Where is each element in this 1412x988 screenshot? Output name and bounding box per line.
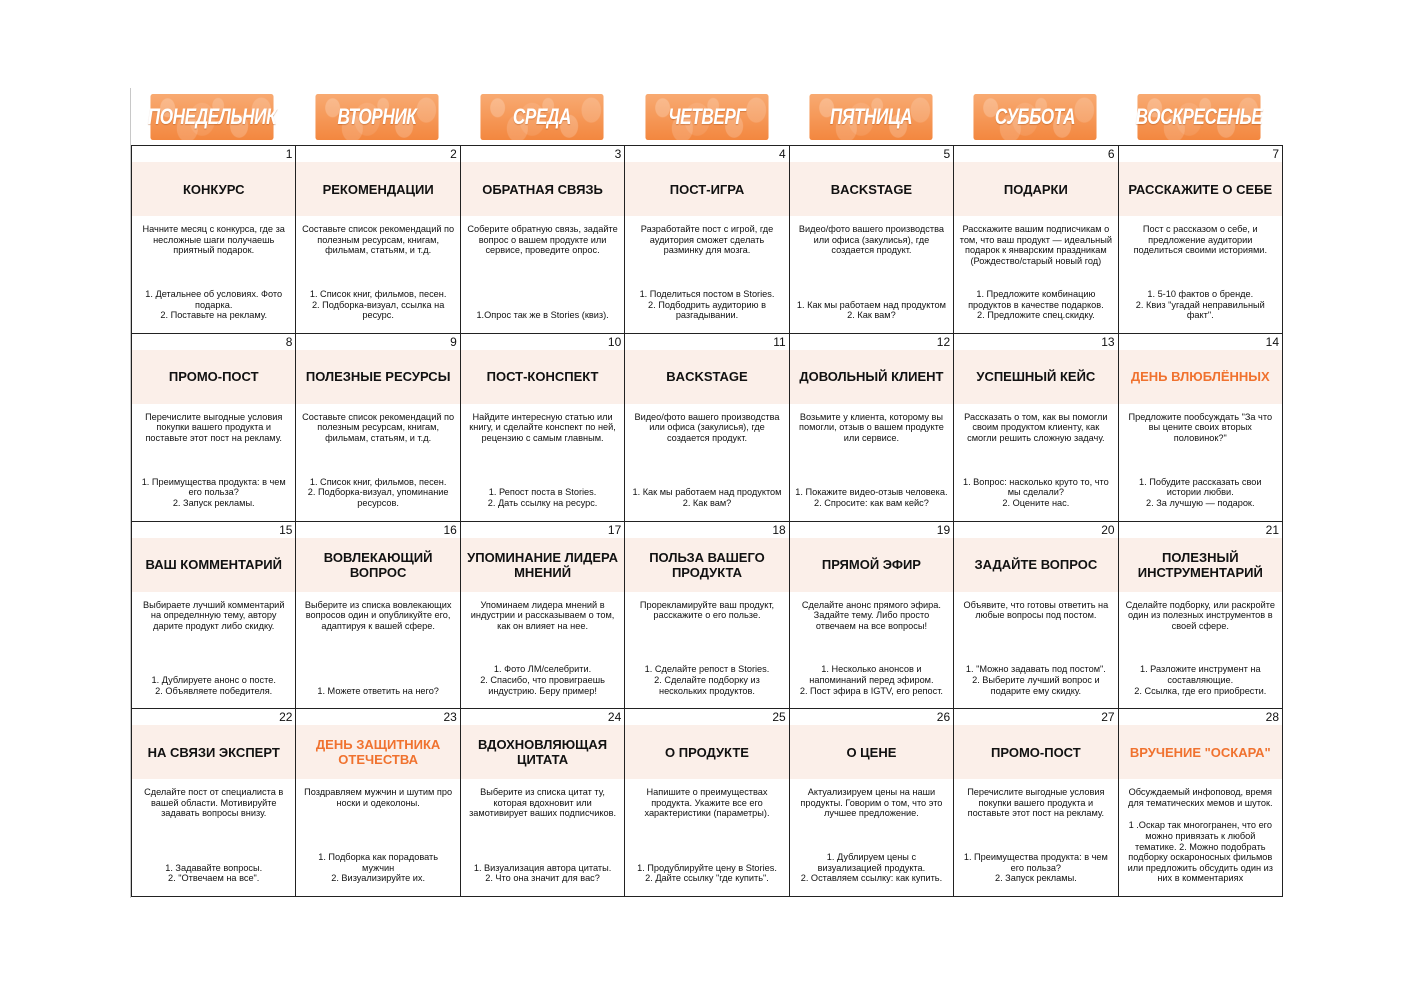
post-topic-title: ДЕНЬ ЗАЩИТНИКА ОТЕЧЕСТВА — [296, 725, 459, 779]
day-number: 9 — [450, 334, 457, 349]
post-topic-title: ВОВЛЕКАЮЩИЙ ВОПРОС — [296, 538, 459, 592]
post-tasks: 1. Сделайте репост в Stories. 2. Сделайте подборку из нескольких продуктов. — [644, 664, 770, 696]
day-number: 18 — [772, 522, 786, 537]
post-description: Объявите, что готовы ответить на любые вопросы под постом. — [963, 599, 1109, 621]
calendar-day-cell — [296, 522, 460, 710]
day-number: 8 — [285, 334, 293, 349]
post-topic-title: УСПЕШНЫЙ КЕЙС — [954, 350, 1117, 404]
calendar-grid — [131, 145, 1283, 897]
post-description: Сделайте анонс прямого эфира. Задайте тему. Либо просто отвечаем на все вопросы! — [801, 599, 941, 631]
post-topic-title: ДЕНЬ ВЛЮБЛЁННЫХ — [1119, 350, 1282, 404]
weekday-header-row — [133, 94, 1283, 140]
post-description: Сделайте пост от специалиста в вашей области. Мотивируйте задавать вопросы внизу. — [144, 787, 284, 819]
post-description: Напишите о преимуществах продукта. Укажите все его характеристики (параметры). — [644, 787, 770, 819]
day-header-saturday: СУББОТА — [973, 94, 1096, 140]
calendar-day-cell — [1119, 146, 1283, 334]
post-description: Начните месяц с конкурса, где за несложные шаги получаешь приятный подарок. — [142, 224, 285, 256]
calendar-day-cell — [1119, 709, 1283, 897]
post-description: Упоминаем лидера мнений в индустрии и рассказываем о том, как он влияет на нее. — [470, 599, 615, 631]
post-tasks: 1. Список книг, фильмов, песен. 2. Подборка-визуал, ссылка на ресурс. — [309, 288, 447, 321]
post-topic-title: О ЦЕНЕ — [790, 725, 953, 779]
post-tasks: 1. Преимущества продукта: в чем его польза? 2. Запуск рекламы. — [963, 852, 1108, 884]
day-number: 6 — [1107, 147, 1115, 161]
post-description: Составьте список рекомендаций по полезным ресурсам, книгам, фильмам, статьям, и т.д. — [302, 411, 455, 443]
day-header-tuesday: ВТОРНИК — [315, 94, 438, 140]
day-header-thursday: ЧЕТВЕРГ — [645, 94, 768, 140]
post-tasks: 1. Список книг, фильмов, песен. 2. Подборка-визуал, упоминание ресурсов. — [307, 476, 449, 508]
post-topic-title: КОНКУРС — [132, 162, 295, 216]
day-number: 1 — [285, 147, 293, 161]
day-number: 16 — [443, 522, 457, 537]
day-number: 19 — [936, 522, 951, 537]
post-description: Видео/фото вашего производства или офиса (закулисья), где создается продукт. — [798, 224, 944, 256]
post-description: Актуализируем цены на наши продукты. Говорим о том, что это лучшее предложение. — [800, 787, 943, 819]
post-tasks: 1. Визуализация автора цитаты. 2. Что она значит для вас? — [473, 862, 612, 884]
day-number: 2 — [450, 147, 457, 161]
post-description: Поздравляем мужчин и шутим про носки и одеколоны. — [304, 787, 453, 808]
calendar-day-cell — [461, 334, 625, 522]
day-header-wednesday: СРЕДА — [480, 94, 603, 140]
post-topic-title: ПРЯМОЙ ЭФИР — [790, 538, 953, 592]
day-header-sunday: ВОСКРЕСЕНЬЕ — [1137, 94, 1260, 140]
day-number: 21 — [1265, 522, 1279, 537]
calendar-day-cell — [954, 146, 1118, 334]
post-description: Прорекламируйте ваш продукт, расскажите о его пользе. — [639, 599, 775, 621]
calendar-day-cell — [625, 146, 789, 334]
calendar-day-cell — [625, 522, 789, 710]
day-number: 15 — [279, 522, 293, 537]
day-number: 13 — [1101, 334, 1115, 349]
post-topic-title: РАССКАЖИТЕ О СЕБЕ — [1119, 162, 1282, 216]
day-number: 5 — [943, 147, 951, 161]
post-tasks: 1. Фото ЛМ/селебрити. 2. Спасибо, что провиграешь индустрию. Беру пример! — [480, 664, 605, 696]
post-tasks: 1. Несколько анонсов и напоминаний перед эфиром. 2. Пост эфира в IGTV, его репост. — [799, 664, 943, 696]
day-number: 28 — [1265, 710, 1279, 725]
post-tasks: 1. Продублируйте цену в Stories. 2. Дайте ссылку "где купить". — [637, 862, 777, 884]
post-topic-title: ПОДАРКИ — [954, 162, 1117, 216]
calendar-day-cell — [296, 146, 460, 334]
post-topic-title: РЕКОМЕНДАЦИИ — [296, 162, 459, 216]
post-description: Возьмите у клиента, которому вы помогли, отзыв о вашем продукте или сервисе. — [799, 411, 944, 443]
post-topic-title: ВРУЧЕНИЕ "ОСКАРА" — [1119, 725, 1282, 779]
post-topic-title: УПОМИНАНИЕ ЛИДЕРА МНЕНИЙ — [461, 538, 624, 592]
post-topic-title: ЗАДАЙТЕ ВОПРОС — [954, 538, 1117, 592]
calendar-day-cell — [790, 334, 954, 522]
post-tasks: 1. Как мы работаем над продуктом 2. Как вам? — [632, 487, 782, 508]
calendar-day-cell — [790, 709, 954, 897]
calendar-day-cell — [461, 709, 625, 897]
post-topic-title: ПОСТ-КОНСПЕКТ — [461, 350, 624, 404]
day-number: 12 — [936, 334, 951, 349]
calendar-day-cell — [790, 146, 954, 334]
post-tasks: 1. Разложите инструмент на составляющие. 2. Ссылка, где его приобрести. — [1134, 664, 1267, 696]
day-header-friday: ПЯТНИЦА — [809, 94, 932, 140]
day-number: 26 — [936, 710, 951, 725]
calendar-day-cell — [461, 146, 625, 334]
day-number: 11 — [773, 334, 786, 349]
post-description: Выбираете лучший комментарий на определнную тему, автору дарите продукт либо скидку. — [142, 599, 285, 631]
day-number: 3 — [614, 147, 622, 161]
post-description: Перечислите выгодные условия покупки вашего продукта и поставьте этот пост на рекламу. — [145, 411, 283, 443]
calendar-day-cell — [954, 334, 1118, 522]
post-tasks: 1. Подборка как порадовать мужчин 2. Визуализируйте их. — [318, 852, 439, 884]
post-tasks: 1.Опрос так же в Stories (квиз). — [476, 310, 609, 321]
post-topic-title: ПОЛЬЗА ВАШЕГО ПРОДУКТА — [625, 538, 788, 592]
post-topic-title: ПОЛЕЗНЫЙ ИНСТРУМЕНТАРИЙ — [1119, 538, 1282, 592]
post-description: Обсуждаемый инфоповод, время для тематических мемов и шуток. — [1128, 787, 1273, 808]
post-topic-title: ПРОМО-ПОСТ — [132, 350, 295, 404]
post-description: Рассказать о том, как вы помогли своим продуктом клиенту, как смогли решить сложную задачу. — [964, 411, 1108, 443]
calendar-day-cell — [1119, 522, 1283, 710]
post-tasks: 1. Покажите видео-отзыв человека. 2. Спросите: как вам кейс? — [795, 487, 948, 508]
post-topic-title: ВДОХНОВЛЯЮЩАЯ ЦИТАТА — [461, 725, 624, 779]
day-number: 25 — [772, 710, 786, 725]
post-tasks: 1. Вопрос: насколько круто то, что мы сделали? 2. Оцените нас. — [962, 476, 1109, 508]
post-tasks: 1. Дублируем цены с визуализацией продукта. 2. Оставляем ссылку: как купить. — [800, 852, 943, 884]
post-description: Найдите интересную статью или книгу, и сделайте конспект по ней, рецензию с самым главным. — [469, 411, 616, 443]
post-description: Разработайте пост с игрой, где аудитория сможет сделать разминку для мозга. — [640, 224, 774, 256]
post-tasks: 1. Предложите комбинацию продуктов в качестве подарков. 2. Предложите спец.скидку. — [968, 288, 1104, 321]
calendar-day-cell — [790, 522, 954, 710]
calendar-day-cell — [461, 522, 625, 710]
day-number: 7 — [1272, 147, 1279, 161]
day-header-monday: ПОНЕДЕЛЬНИК — [150, 94, 273, 140]
post-topic-title: НА СВЯЗИ ЭКСПЕРТ — [132, 725, 295, 779]
calendar-day-cell — [132, 146, 296, 334]
post-tasks: 1. Можете ответить на него? — [317, 685, 439, 696]
post-tasks: 1. Репост поста в Stories. 2. Дать ссылку на ресурс. — [487, 487, 598, 508]
post-topic-title: ДОВОЛЬНЫЙ КЛИЕНТ — [790, 350, 953, 404]
calendar-day-cell — [1119, 334, 1283, 522]
post-tasks: 1. Задавайте вопросы. 2. "Отвечаем на все". — [165, 862, 263, 884]
post-description: Пост с рассказом о себе, и предложение аудитории поделиться своими историями. — [1133, 224, 1267, 256]
calendar-day-cell — [132, 522, 296, 710]
post-description: Видео/фото вашего производства или офиса (закулисья), где создается продукт. — [634, 411, 780, 443]
day-number: 27 — [1101, 710, 1115, 725]
calendar-day-cell — [954, 522, 1118, 710]
day-number: 22 — [279, 710, 293, 725]
post-description: Выберите из списка вовлекающих вопросов один и опубликуйте его, адаптируя к вашей сфере. — [304, 599, 452, 631]
post-tasks: 1. Дублируете анонс о посте. 2. Объявляете победителя. — [151, 675, 276, 696]
post-tasks: 1. Детальнее об условиях. Фото подарка. 2. Поставьте на рекламу. — [145, 288, 283, 321]
post-topic-title: О ПРОДУКТЕ — [625, 725, 788, 779]
post-tasks: 1 .Оскар так многогранен, что его можно привязать к любой тематике. 2. Можно подобрать подборку оскароносных фильмов или предложить обсудить один из них в комментариях — [1127, 820, 1273, 884]
post-tasks: 1. "Можно задавать под постом". 2. Выберите лучший вопрос и подарите ему скидку. — [965, 664, 1106, 696]
calendar-day-cell — [625, 334, 789, 522]
post-description: Предложите пообсуждать "За что вы цените своих вторых половинок?" — [1128, 411, 1273, 443]
post-description: Соберите обратную связь, задайте вопрос о вашем продукте или сервисе, проведите опрос. — [467, 224, 618, 256]
post-topic-title: ВАШ КОММЕНТАРИЙ — [132, 538, 295, 592]
post-description: Расскажите вашим подписчикам о том, что ваш продукт — идеальный подарок к январским праздникам (Рождество/старый новый год) — [959, 224, 1112, 266]
post-topic-title: ПОЛЕЗНЫЕ РЕСУРСЫ — [296, 350, 459, 404]
day-number: 17 — [607, 522, 622, 537]
post-tasks: 1. Поделиться постом в Stories. 2. Подбодрить аудиторию в разгадывании. — [639, 288, 775, 321]
day-number: 24 — [607, 710, 622, 725]
post-tasks: 1. Как мы работаем над продуктом 2. Как вам? — [796, 299, 946, 321]
post-description: Выберите из списка цитат ту, которая вдохновит или замотивирует ваших подписчиков. — [469, 787, 617, 819]
post-description: Сделайте подборку, или раскройте один из полезных инструментов в своей сфере. — [1125, 599, 1275, 631]
calendar-day-cell — [625, 709, 789, 897]
day-number: 23 — [443, 710, 457, 725]
day-number: 10 — [607, 334, 622, 349]
calendar-day-cell — [132, 709, 296, 897]
post-tasks: 1. Преимущества продукта: в чем его польза? 2. Запуск рекламы. — [141, 476, 286, 508]
calendar-day-cell — [296, 334, 460, 522]
post-topic-title: ПОСТ-ИГРА — [625, 162, 788, 216]
calendar-day-cell — [132, 334, 296, 522]
post-topic-title: ПРОМО-ПОСТ — [954, 725, 1117, 779]
calendar-day-cell — [954, 709, 1118, 897]
post-description: Составьте список рекомендаций по полезным ресурсам, книгам, фильмам, статьям, и т.д. — [302, 224, 455, 256]
day-number: 14 — [1265, 334, 1279, 349]
post-tasks: 1. Побудите рассказать свои истории любви. 2. За лучшую — подарок. — [1139, 476, 1262, 508]
post-topic-title: ОБРАТНАЯ СВЯЗЬ — [461, 162, 624, 216]
post-tasks: 1. 5-10 фактов о бренде. 2. Квиз "угадай неправильный факт". — [1135, 288, 1265, 321]
day-number: 20 — [1101, 522, 1115, 537]
post-topic-title: BACKSTAGE — [625, 350, 788, 404]
post-description: Перечислите выгодные условия покупки вашего продукта и поставьте этот пост на рекламу. — [967, 787, 1105, 819]
day-number: 4 — [779, 147, 786, 161]
calendar-day-cell — [296, 709, 460, 897]
post-topic-title: BACKSTAGE — [790, 162, 953, 216]
